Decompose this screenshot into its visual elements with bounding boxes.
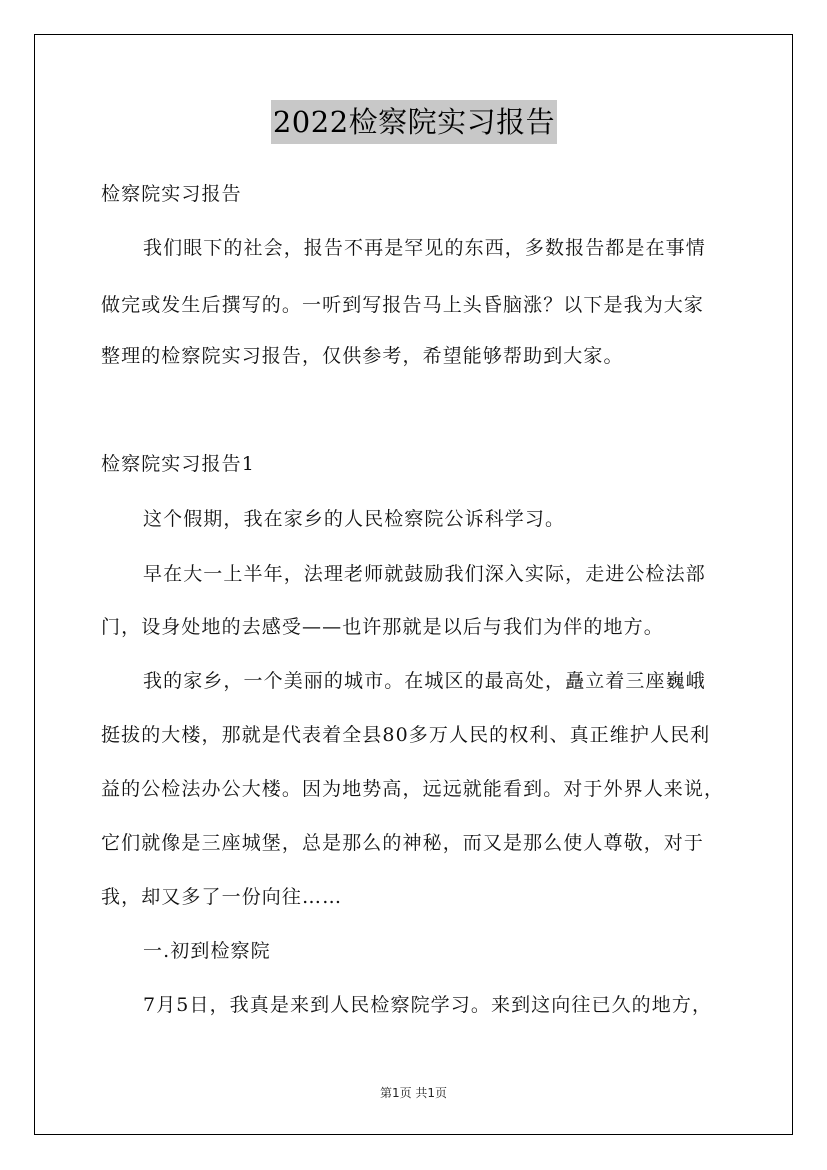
body-line-6: 益的公检法办公大楼。因为地势高，远远就能看到。对于外界人来说， [101, 778, 725, 800]
body-line-10: 7月5日，我真是来到人民检察院学习。来到这向往已久的地方， [143, 994, 713, 1016]
title-container [101, 100, 727, 144]
body-line-8: 我，却又多了一份向往…… [101, 886, 343, 908]
subsection-heading: 一.初到检察院 [143, 940, 271, 962]
intro-line-2: 做完或发生后撰写的。一听到写报告马上头昏脑涨？以下是我为大家 [101, 294, 705, 316]
body-line-1: 这个假期，我在家乡的人民检察院公诉科学习。 [143, 508, 566, 530]
intro-line-1: 我们眼下的社会，报告不再是罕见的东西，多数报告都是在事情 [143, 237, 706, 259]
body-line-3: 门，设身处地的去感受——也许那就是以后与我们为伴的地方。 [101, 616, 664, 638]
section-heading: 检察院实习报告1 [101, 453, 255, 475]
body-line-7: 它们就像是三座城堡，总是那么的神秘，而又是那么使人尊敬，对于 [101, 832, 705, 854]
body-line-5: 挺拔的大楼，那就是代表着全县80多万人民的权利、真正维护人民利 [101, 724, 711, 746]
subtitle: 检察院实习报告 [101, 183, 242, 205]
intro-line-3: 整理的检察院实习报告，仅供参考，希望能够帮助到大家。 [101, 345, 624, 367]
body-line-4: 我的家乡，一个美丽的城市。在城区的最高处，矗立着三座巍峨 [143, 670, 706, 692]
body-line-2: 早在大一上半年，法理老师就鼓励我们深入实际，走进公检法部 [143, 563, 706, 585]
document-title: 2022检察院实习报告 [271, 100, 557, 144]
page-footer: 第1页 共1页 [379, 1086, 448, 1100]
